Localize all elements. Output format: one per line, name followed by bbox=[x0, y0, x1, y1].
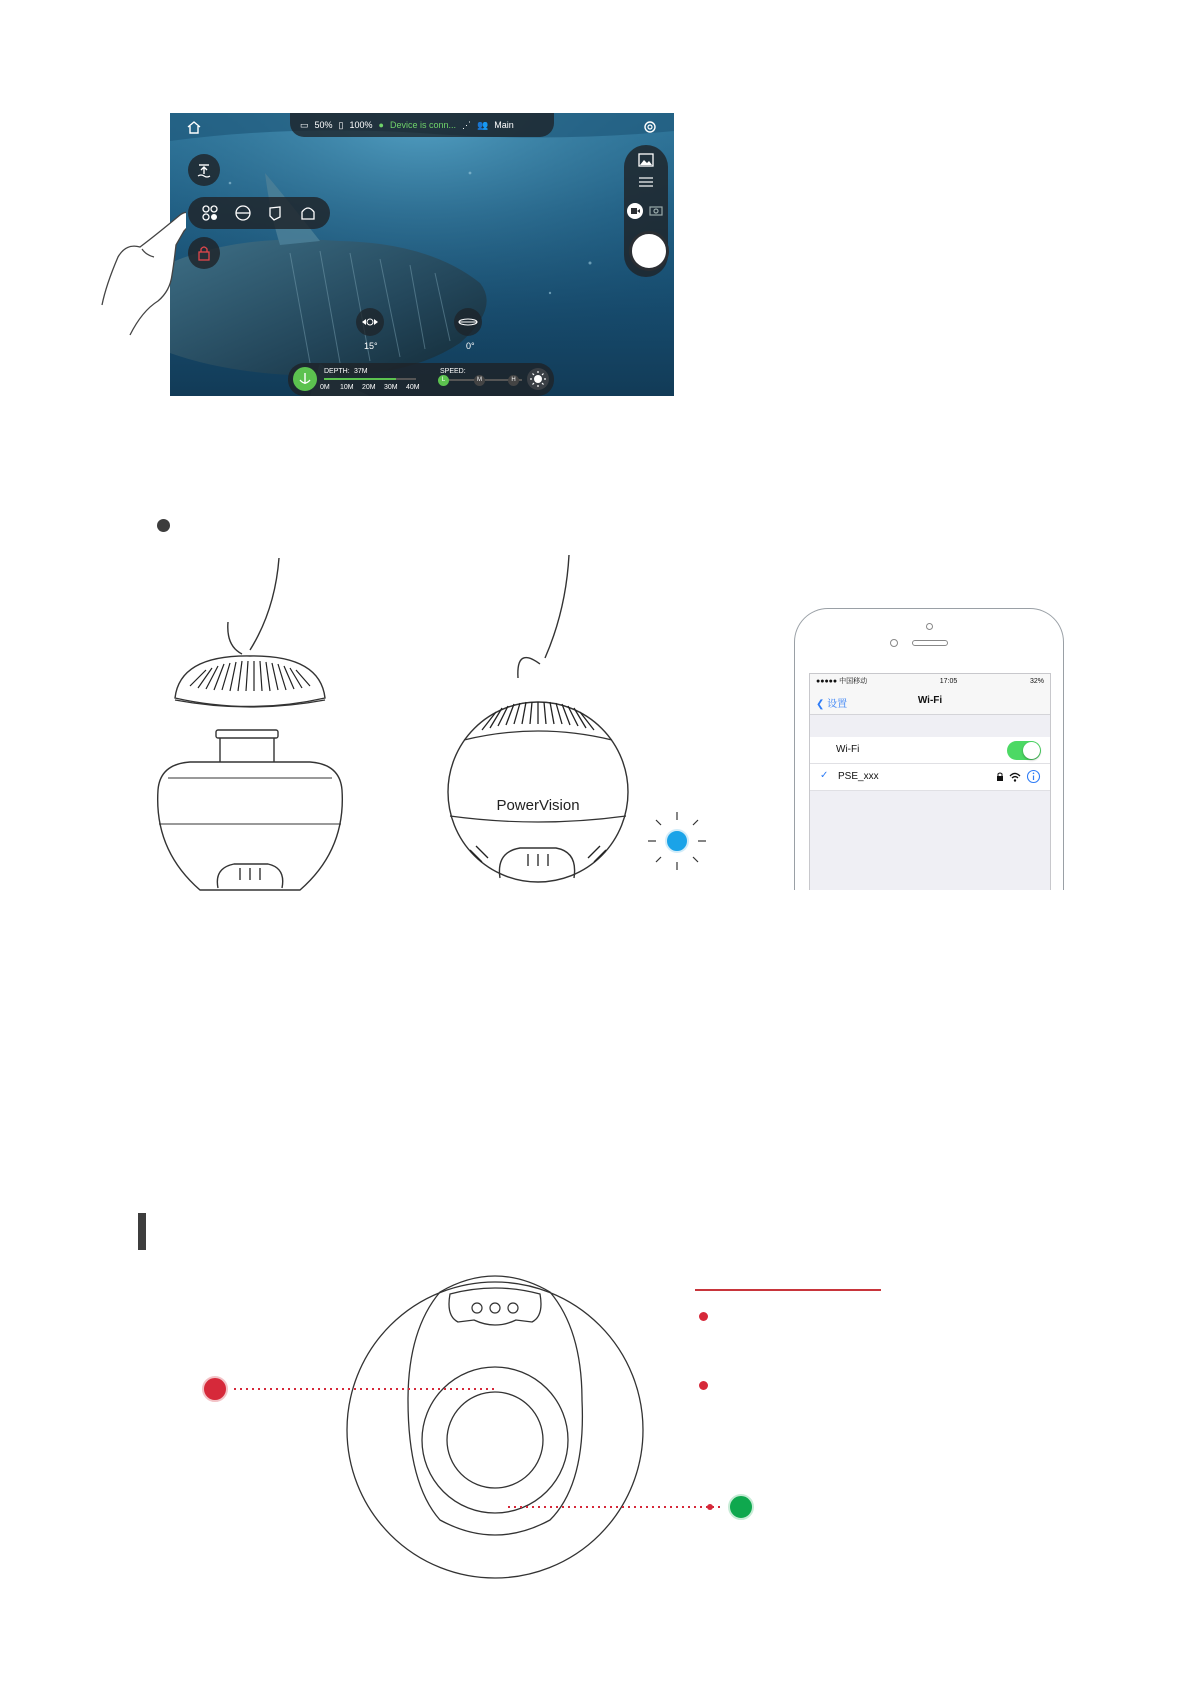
gear-icon[interactable] bbox=[642, 119, 658, 135]
light-button[interactable] bbox=[527, 368, 549, 390]
info-icon[interactable] bbox=[1026, 769, 1041, 784]
carrier-label: ●●●●● 中国移动 bbox=[816, 678, 868, 685]
battery-label: 32% bbox=[1029, 677, 1044, 685]
home-icon[interactable] bbox=[186, 120, 202, 134]
users-icon: 👥 bbox=[476, 119, 489, 130]
chevron-left-icon: ❮ bbox=[816, 699, 825, 710]
settings-sliders-icon[interactable] bbox=[638, 175, 654, 189]
connection-status-text: Device is conn... bbox=[389, 120, 456, 130]
shutter-button[interactable] bbox=[629, 231, 669, 271]
speed-low-button[interactable]: L bbox=[438, 375, 449, 386]
back-label: 设置 bbox=[827, 699, 848, 710]
network-name: PSE_xxx bbox=[838, 771, 879, 782]
depth-scale-4: 40M bbox=[406, 384, 420, 391]
photo-mode-icon[interactable] bbox=[649, 204, 663, 216]
ios-nav-bar bbox=[810, 688, 1050, 715]
apps-mode-icon[interactable] bbox=[201, 204, 219, 222]
note-bullet-2 bbox=[699, 1381, 708, 1390]
app-screenshot bbox=[170, 113, 674, 396]
nav-title: Wi-Fi bbox=[917, 695, 943, 706]
device-brand-label: PowerVision bbox=[496, 797, 580, 814]
sun-icon bbox=[527, 368, 549, 390]
depth-mode-button[interactable] bbox=[293, 367, 317, 391]
depth-scale-2: 20M bbox=[362, 384, 376, 391]
surface-button[interactable] bbox=[188, 154, 220, 186]
section-spacer bbox=[810, 715, 1050, 737]
top-status-bar bbox=[290, 113, 554, 137]
anchor-icon bbox=[293, 367, 317, 391]
device-battery-label: 50% bbox=[314, 120, 333, 130]
gallery-icon[interactable] bbox=[638, 153, 654, 167]
section-bullet bbox=[157, 519, 170, 532]
phone-screen bbox=[809, 673, 1051, 890]
lock-icon bbox=[996, 772, 1004, 782]
device-closed bbox=[448, 555, 628, 882]
level-icon bbox=[454, 308, 482, 336]
bait-mode-icon[interactable] bbox=[266, 204, 284, 222]
depth-scale-0: 0M bbox=[320, 384, 330, 391]
remote-battery-icon: ▯ bbox=[338, 119, 344, 130]
underwater-fish-image bbox=[170, 113, 674, 396]
note-bullet-1 bbox=[699, 1312, 708, 1321]
depth-track bbox=[324, 378, 416, 380]
tilt-right-button[interactable] bbox=[454, 308, 482, 336]
tilt-right-angle: 0° bbox=[466, 341, 475, 351]
sphere-mode-icon[interactable] bbox=[234, 204, 252, 222]
device-bottom-diagram bbox=[190, 1270, 770, 1590]
depth-scale-3: 30M bbox=[384, 384, 398, 391]
video-mode-button[interactable] bbox=[627, 203, 643, 219]
wifi-toggle-row bbox=[810, 737, 1050, 764]
pointing-hand-illustration bbox=[96, 205, 186, 340]
depth-speed-bar bbox=[288, 363, 554, 396]
speed-label: SPEED: bbox=[440, 368, 466, 375]
connection-status-icon: ● bbox=[378, 120, 384, 130]
video-icon bbox=[627, 203, 643, 219]
clock-label: 17:05 bbox=[939, 677, 958, 685]
depth-label: DEPTH: bbox=[324, 368, 350, 375]
wifi-toggle[interactable] bbox=[1007, 741, 1041, 760]
lock-button[interactable] bbox=[188, 237, 220, 269]
speed-high-button[interactable]: H bbox=[508, 375, 519, 386]
dome-mode-icon[interactable] bbox=[299, 204, 317, 222]
notes-divider bbox=[695, 1289, 881, 1291]
tilt-arrows-icon bbox=[356, 308, 384, 336]
tilt-left-angle: 15° bbox=[364, 341, 378, 351]
device-battery-icon: ▭ bbox=[300, 119, 309, 130]
front-camera bbox=[890, 639, 898, 647]
depth-value: 37M bbox=[354, 368, 368, 375]
mode-selector-bar bbox=[188, 197, 330, 229]
section-marker bbox=[138, 1213, 146, 1250]
speed-medium-button[interactable]: M bbox=[474, 375, 485, 386]
signal-strength-label: 100% bbox=[349, 120, 373, 130]
lock-icon bbox=[197, 245, 211, 261]
wifi-signal-icon: ⋰ bbox=[461, 119, 471, 130]
mode-label: Main bbox=[494, 120, 514, 130]
blue-status-light bbox=[648, 812, 706, 870]
depth-progress bbox=[324, 378, 396, 380]
checkmark-icon: ✓ bbox=[820, 770, 829, 781]
wifi-label: Wi-Fi bbox=[836, 744, 860, 755]
earpiece bbox=[912, 640, 948, 646]
phone-mockup bbox=[794, 608, 1064, 890]
ios-status-bar bbox=[810, 674, 1050, 688]
depth-scale-1: 10M bbox=[340, 384, 354, 391]
device-open-body bbox=[158, 730, 343, 890]
tilt-left-button[interactable] bbox=[356, 308, 384, 336]
device-illustration bbox=[150, 550, 730, 900]
device-lid bbox=[175, 558, 325, 707]
network-row[interactable] bbox=[810, 764, 1050, 791]
surface-icon bbox=[196, 162, 212, 178]
wifi-icon bbox=[1009, 772, 1021, 782]
phone-sensor bbox=[926, 623, 933, 630]
